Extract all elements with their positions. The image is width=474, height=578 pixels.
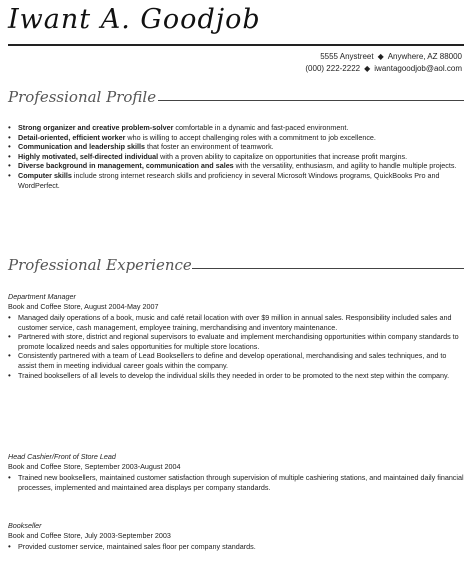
profile-item-text: comfortable in a dynamic and fast-paced environment. [173,123,349,132]
job-duty: • Partnered with store, district and regional supervisors to evaluate and implement merchandising opportunities within company standards to promote localized needs and sales opportunities for multiple store locations. [6,332,466,351]
job-title: Bookseller [8,521,42,530]
profile-heading: Professional Profile [8,88,157,106]
diamond-separator-icon: ◆ [377,52,384,61]
profile-item [6,133,466,143]
profile-item [6,123,466,133]
profile-item-text: with a proven ability to capitalize on opportunities that increase profit margins. [158,151,408,161]
street-address: 5555 Anystreet [320,52,374,61]
profile-item-text: who is willing to accept challenging roles with a commitment to job excellence. [125,132,376,142]
profile-item-bold: Computer skills [18,170,72,180]
profile-heading-rule [158,100,464,101]
profile-item [6,152,466,162]
job-duties-list [6,542,466,552]
job-duties-list [6,473,466,492]
experience-heading: Professional Experience [8,256,192,274]
profile-item [6,161,466,171]
job-company-dates: Book and Coffee Store, July 2003-September 2003 [8,531,171,540]
profile-item-bold: Highly motivated, self-directed individual [18,151,159,161]
profile-item-text: include strong internet research skills and proficiency in several Microsoft Windows programs, QuickBooks Pro and WordPerfect. [18,170,440,190]
name-underline [8,44,464,46]
profile-item-text: with the versatility, enthusiasm, and agility to handle multiple projects. [233,161,457,171]
profile-item-bold: Detail-oriented, efficient worker [18,132,126,142]
job-duty: • Provided customer service, maintained sales floor per company standards. [6,542,466,552]
job-duties-list [6,313,466,380]
job-duty: • Trained new booksellers, maintained customer satisfaction through supervision of multiple cashiering stations, and maintained daily financial processes, implemented and maintained area displays per company standards. [6,473,466,492]
job-company-dates: Book and Coffee Store, August 2004-May 2007 [8,302,159,311]
profile-item-bold: Strong organizer and creative problem-solver [18,123,174,132]
experience-heading-rule [192,268,464,269]
job-title: Department Manager [8,292,76,301]
job-company-dates: Book and Coffee Store, September 2003-August 2004 [8,462,181,471]
applicant-name: Iwant A. Goodjob [8,4,261,35]
diamond-separator-icon: ◆ [364,64,371,73]
job-title: Head Cashier/Front of Store Lead [8,452,116,461]
contact-line-phone-email [305,64,462,73]
job-duty: • Managed daily operations of a book, music and café retail location with over $9 million in annual sales. Responsibility included sales and customer service, cash management, employee training, merchandising and inventory maintenance. [6,313,466,332]
profile-item [6,171,466,190]
profile-item-text: that foster an environment of teamwork. [145,142,274,152]
profile-list [6,123,466,190]
profile-item-bold: Diverse background in management, communication and sales [18,161,234,171]
email-address[interactable]: iwantagoodjob@aol.com [374,64,462,73]
profile-item-bold: Communication and leadership skills [18,142,146,152]
phone-number: (000) 222-2222 [305,64,361,73]
city-state-zip: Anywhere, AZ 88000 [387,52,462,61]
profile-item [6,142,466,152]
contact-line-address [320,52,462,61]
job-duty: • Trained booksellers of all levels to develop the individual skills they needed in order to be promoted to the next step within the company. [6,371,466,381]
job-duty: • Consistently partnered with a team of Lead Booksellers to define and develop operational, merchandising and sales techniques, and to assist them in meeting individual career goals within the company. [6,351,466,370]
